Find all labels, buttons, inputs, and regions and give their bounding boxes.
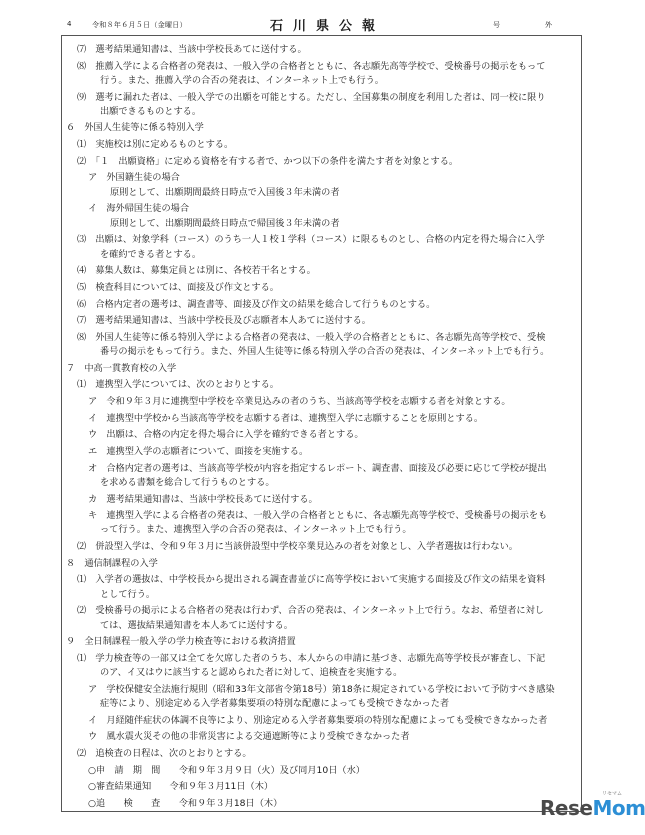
document-line: ウ 風水震火災その他の非常災害による交通遮断等により受検できなかった者 xyxy=(88,731,410,742)
page-number: 4 xyxy=(67,20,72,28)
document-line: キ 連携型入学による合格者の発表は、一般入学の合格者とともに、各志願先高等学校で、受検番号の掲示をも xyxy=(88,510,548,521)
document-line: を求める書類を総合して行うものとする。 xyxy=(100,477,275,488)
extra-issue-label: 外 xyxy=(545,21,552,29)
document-line: ⑵ 併設型入学は、令和９年３月に当該併設型中学校卒業見込みの者を対象とし、入学者選抜は行わない。 xyxy=(77,541,518,552)
document-line: ⑺ 選考結果通知書は、当該中学校長あてに送付する。 xyxy=(77,44,307,55)
document-line: ⑴ 学力検査等の一部又は全てを欠席した者のうち、本人からの申請に基づき、志願先高等学校長が審査し、下記 xyxy=(77,653,546,664)
document-line: イ 海外帰国生徒の場合 xyxy=(88,203,190,214)
document-line: ア 外国籍生徒の場合 xyxy=(88,172,180,183)
logo-subtext: リセマム xyxy=(602,791,622,797)
document-line: ウ 出願は、合格の内定を得た場合に入学を確約できる者とする。 xyxy=(88,429,364,440)
document-line: ８ 通信制課程の入学 xyxy=(66,558,158,569)
document-line: ⑸ 検査科目については、面接及び作文とする。 xyxy=(77,282,279,293)
document-line: ⑻ 外国人生徒等に係る特別入学による合格者の発表は、一般入学の合格者とともに、各志願先高等学校で、受検 xyxy=(77,332,546,343)
document-line: のア、イ又はウに該当すると認められた者に対して、追検査を実施する。 xyxy=(100,667,403,678)
document-line: 番号の掲示をもって行う。また、外国人生徒等に係る特別入学の合否の発表は、インターネット上でも行う。 xyxy=(100,346,550,357)
document-line: ⑺ 選考結果通知書は、当該中学校長及び志願者本人あてに送付する。 xyxy=(77,315,371,326)
document-line: 出願できるものとする。 xyxy=(100,106,202,117)
document-line: オ 合格内定者の選考は、当該高等学校が内容を指定するレポート、調査書、面接及び必要に応じて学校が提出 xyxy=(88,463,547,474)
gazette-title: 石川県公報 xyxy=(270,19,386,34)
logo-text-b: Mom xyxy=(592,796,645,820)
document-line: 原則として、出願期間最終日時点で入国後３年未満の者 xyxy=(110,187,340,198)
logo-text-a: Rese xyxy=(540,796,593,820)
document-line: 行う。また、推薦入学の合否の発表は、インターネット上でも行う。 xyxy=(100,75,384,86)
document-line: ⑻ 推薦入学による合格者の発表は、一般入学の合格者とともに、各志願先高等学校で、受検番号の掲示をもって xyxy=(77,61,546,72)
document-line: ⑴ 入学者の選抜は、中学校長から提出される調査書並びに高等学校において実施する面接及び作文の結果を資料 xyxy=(77,574,546,585)
document-line: イ 連携型中学校から当該高等学校を志願する者は、連携型入学に志願することを原則とする。 xyxy=(88,413,484,424)
document-line: ６ 外国人生徒等に係る特別入学 xyxy=(66,122,204,133)
document-line: ⑼ 選考に漏れた者は、一般入学での出願を可能とする。ただし、全国募集の制度を利用した者は、同一校に限り xyxy=(77,92,546,103)
document-line: ア 令和９年３月に連携型中学校を卒業見込みの者のうち、当該高等学校を志願する者を対象とする。 xyxy=(88,396,511,407)
document-line: ○追 検 査 令和９年３月18日（木） xyxy=(88,798,283,809)
document-line: ⑷ 募集人数は、募集定員とは別に、各校若干名とする。 xyxy=(77,265,316,276)
document-line: ９ 全日制課程一般入学の学力検査等における救済措置 xyxy=(66,636,296,647)
resemom-logo xyxy=(540,796,645,820)
document-line: って行う。また、連携型入学の合否の発表は、インターネット上でも行う。 xyxy=(100,524,412,535)
document-line: ⑵ 受検番号の掲示による合格者の発表は行わず、合否の発表は、インターネット上で行う。なお、希望者に対し xyxy=(77,605,544,616)
document-line: ⑵ 「１ 出願資格」に定める資格を有する者で、かつ以下の条件を満たす者を対象とする。 xyxy=(77,156,459,167)
document-line: として行う。 xyxy=(100,589,156,600)
document-line: ７ 中高一貫教育校の入学 xyxy=(66,363,177,374)
page-header xyxy=(0,14,640,34)
document-line: ては、選抜結果通知書を本人あてに送付する。 xyxy=(100,620,293,631)
document-line: ⑴ 連携型入学については、次のとおりとする。 xyxy=(77,379,279,390)
document-line: 症等により、別途定める入学者募集要項の特別な配慮によっても受検できなかった者 xyxy=(100,698,450,709)
document-line: ⑹ 合格内定者の選考は、調査書等、面接及び作文の結果を総合して行うものとする。 xyxy=(77,299,436,310)
document-line: ⑴ 実施校は別に定めるものとする。 xyxy=(77,139,234,150)
document-line: 原則として、出願期間最終日時点で帰国後３年未満の者 xyxy=(110,218,340,229)
document-line: ⑶ 出願は、対象学科（コース）のうち一人１校１学科（コース）に限るものとし、合格の内定を得た場合に入学 xyxy=(77,234,545,245)
issue-number-label: 号 xyxy=(493,21,500,29)
document-line: ア 学校保健安全法施行規則（昭和33年文部省令第18号）第18条に規定されている学校において予防すべき感染 xyxy=(88,684,555,695)
document-line: ⑵ 追検査の日程は、次のとおりとする。 xyxy=(77,748,252,759)
document-line: カ 選考結果通知書は、当該中学校長あてに送付する。 xyxy=(88,494,318,505)
document-line: ○申 請 期 間 令和９年３月９日（火）及び同月10日（水） xyxy=(88,765,365,776)
document-line: ○審査結果通知 令和９年３月11日（木） xyxy=(88,781,274,792)
document-line: イ 月経随伴症状の体調不良等により、別途定める入学者募集要項の特別な配慮によっても受検できなかった者 xyxy=(88,715,548,726)
document-line: を確約できる者とする。 xyxy=(100,249,202,260)
issue-date: 令和８年６月５日（金曜日） xyxy=(92,21,187,29)
document-line: エ 連携型入学の志願者について、面接を実施する。 xyxy=(88,446,309,457)
